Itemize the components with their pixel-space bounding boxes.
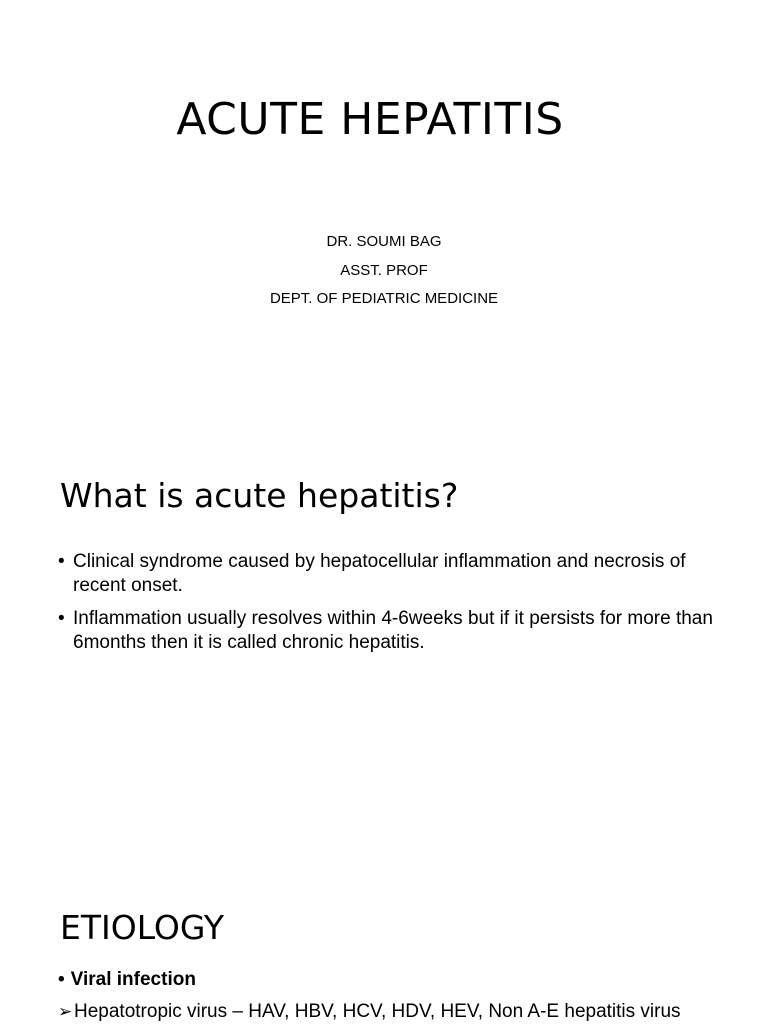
bullet-text: Viral infection [70, 969, 196, 990]
author-department: DEPT. OF PEDIATRIC MEDICINE [269, 290, 499, 307]
bullet-item [58, 550, 728, 598]
sub-bullet [58, 1000, 758, 1024]
bullet-item [58, 607, 728, 655]
etiology-slide [0, 880, 768, 1024]
bullet-icon: • [58, 608, 65, 629]
author-info [0, 228, 768, 314]
slide-heading: ETIOLOGY [60, 908, 224, 947]
arrow-bullet-icon: ➢ [58, 1002, 73, 1021]
sub-bullet-text: Hepatotropic virus – HAV, HBV, HCV, HDV, HEV, Non A-E hepatitis virus [74, 1001, 681, 1022]
bullet-text: Clinical syndrome caused by hepatocellular inflammation and necrosis of recent onset. [73, 551, 686, 596]
definition-slide [0, 450, 768, 790]
presentation-title: ACUTE HEPATITIS [176, 94, 564, 145]
bold-bullet [58, 968, 758, 992]
bullet-list [58, 550, 728, 664]
bullet-icon: • [58, 551, 65, 572]
title-slide [0, 0, 768, 380]
etiology-content [58, 968, 758, 1024]
author-name: DR. SOUMI BAG [326, 233, 442, 250]
slide-heading: What is acute hepatitis? [60, 476, 459, 515]
author-designation: ASST. PROF [340, 261, 428, 279]
bullet-icon: • [58, 969, 65, 990]
bullet-text: Inflammation usually resolves within 4-6weeks but if it persists for more than 6months then it is called chronic hepatitis. [73, 608, 713, 653]
